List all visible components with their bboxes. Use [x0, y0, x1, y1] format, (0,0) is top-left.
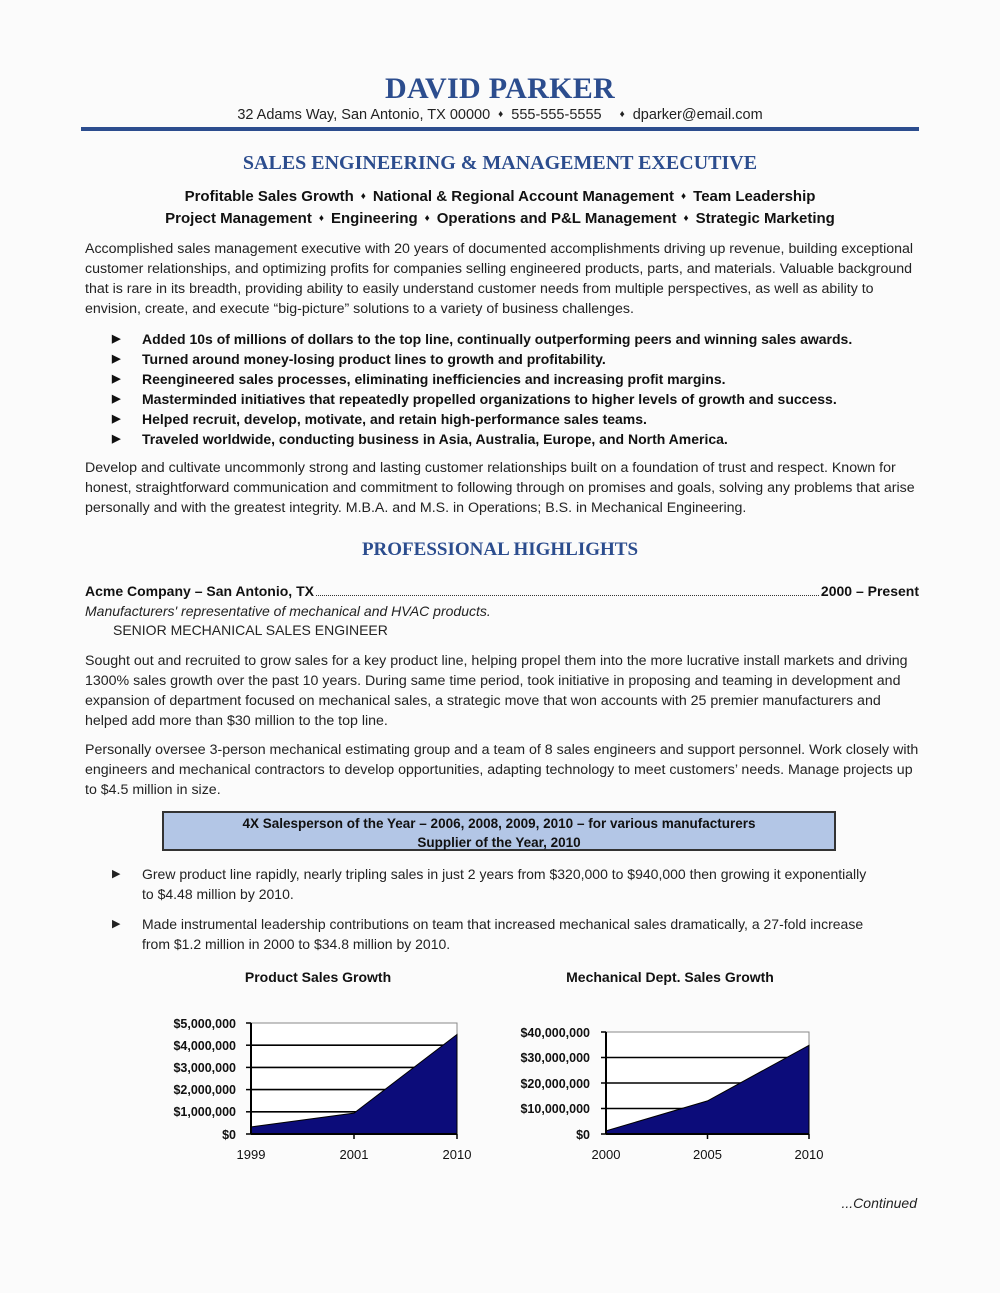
diamond-separator-icon: ♦: [498, 109, 504, 120]
triangle-bullet-icon: ▶: [112, 333, 121, 345]
triangle-bullet-icon: ▶: [112, 868, 121, 880]
dotted-leader: [316, 595, 819, 596]
company-name: Acme Company – San Antonio, TX: [85, 583, 314, 599]
keyword: National & Regional Account Management: [372, 188, 675, 205]
award-line-1: 4X Salesperson of the Year – 2006, 2008, 2009, 2010 – for various manufacturers: [242, 816, 756, 831]
award-line-2: Supplier of the Year, 2010: [417, 835, 581, 850]
product-sales-chart: [150, 1010, 490, 1170]
y-tick: $1,000,000: [173, 1105, 236, 1119]
mechanical-sales-chart: [500, 1010, 840, 1170]
keywords-row-1: [0, 188, 1000, 205]
keyword: Project Management: [165, 210, 312, 227]
triangle-bullet-icon: ▶: [112, 413, 121, 425]
summary-intro: Accomplished sales management executive with 20 years of documented accomplishments driving up revenue, building exceptional customer relationships, and optimizing profits for companies selling engineered products, parts, and materials. Valuable background that is rare in its breadth, providing ability to easily understand customer needs from multiple perspectives, as well as ability to envision, create, and execute “big-picture” solutions to a variety of business challenges.: [85, 241, 914, 317]
y-tick: $20,000,000: [520, 1077, 590, 1091]
chart-title-mechanical-sales: Mechanical Dept. Sales Growth: [566, 969, 774, 985]
header-divider: [81, 127, 919, 131]
email-link[interactable]: dparker@email.com: [632, 107, 763, 123]
chart-title-product-sales: Product Sales Growth: [244, 969, 392, 985]
list-item: ▶ Grew product line rapidly, nearly tripling sales in just 2 years from $320,000 to $940,000 then growing it exponentially to $4.48 million by 2010.: [112, 866, 867, 902]
summary-bullets: [112, 329, 912, 449]
list-item: ▶ Traveled worldwide, conducting business in Asia, Australia, Europe, and North America.: [112, 431, 728, 447]
job-header: [85, 583, 919, 599]
y-tick: $10,000,000: [520, 1102, 590, 1116]
summary-closing: Develop and cultivate uncommonly strong and lasting customer relationships built on a foundation of trust and respect. Known for honest, straightforward communication and commitment to following through on promises and goals, solving any problems that arise personally and with the greatest integrity. M.B.A. and M.S. in Operations; B.S. in Mechanical Engineering.: [85, 460, 915, 516]
achievement-bullets: [112, 864, 872, 964]
continued-note: ...Continued: [841, 1195, 917, 1211]
professional-title: SALES ENGINEERING & MANAGEMENT EXECUTIVE: [242, 152, 758, 174]
contact-line: [0, 107, 1000, 123]
triangle-bullet-icon: ▶: [112, 373, 121, 385]
list-item: ▶ Masterminded initiatives that repeatedly propelled organizations to higher levels of growth and success.: [112, 391, 837, 407]
section-heading-highlights: PROFESSIONAL HIGHLIGHTS: [361, 539, 639, 560]
y-tick: $0: [576, 1128, 590, 1142]
list-item: ▶ Added 10s of millions of dollars to the top line, continually outperforming peers and winning sales awards.: [112, 331, 853, 347]
keyword: Team Leadership: [693, 188, 816, 205]
job-paragraph-1: Sought out and recruited to grow sales for a key product line, helping propel them into the more lucrative install markets and driving 1300% sales growth over the past 10 years. During same time period, took initiative in proposing and teaming in development and expansion of department focused on mechanical sales, a strategic move that won accounts with 25 premier manufacturers and helped add more than $30 million to the top line.: [85, 653, 908, 729]
y-tick: $4,000,000: [173, 1039, 236, 1053]
triangle-bullet-icon: ▶: [112, 353, 121, 365]
keyword: Profitable Sales Growth: [184, 188, 354, 205]
address: 32 Adams Way, San Antonio, TX 00000: [237, 107, 491, 123]
diamond-separator-icon: ♦: [619, 109, 625, 120]
keyword: Strategic Marketing: [695, 210, 835, 227]
diamond-separator-icon: ♦: [683, 213, 689, 224]
list-item: ▶ Reengineered sales processes, eliminating inefficiencies and increasing profit margins.: [112, 371, 726, 387]
award-box: [162, 811, 836, 851]
x-tick: 2000: [591, 1147, 621, 1162]
company-description: Manufacturers' representative of mechanical and HVAC products.: [85, 603, 491, 619]
list-item: ▶ Made instrumental leadership contributions on team that increased mechanical sales dramatically, a 27-fold increase from $1.2 million in 2000 to $34.8 million by 2010.: [112, 916, 864, 952]
diamond-separator-icon: ♦: [424, 213, 430, 224]
job-dates: 2000 – Present: [820, 583, 919, 599]
y-tick: $0: [222, 1128, 236, 1142]
job-paragraph-2: Personally oversee 3-person mechanical estimating group and a team of 8 sales engineers and support personnel. Work closely with engineers and mechanical contractors to develop opportunities, adapting technology to meet customers’ needs. Manage projects up to $4.5 million in size.: [85, 742, 919, 798]
keyword: Engineering: [330, 210, 418, 227]
triangle-bullet-icon: ▶: [112, 918, 121, 930]
x-tick: 2005: [693, 1147, 722, 1162]
job-role: SENIOR MECHANICAL SALES ENGINEER: [113, 622, 388, 638]
x-tick: 2010: [794, 1147, 824, 1162]
x-tick: 2001: [339, 1147, 369, 1162]
list-item: ▶ Helped recruit, develop, motivate, and retain high-performance sales teams.: [112, 411, 647, 427]
keyword: Operations and P&L Management: [436, 210, 677, 227]
y-tick: $30,000,000: [520, 1051, 590, 1065]
diamond-separator-icon: ♦: [360, 191, 366, 202]
keywords-row-2: [0, 210, 1000, 227]
y-tick: $3,000,000: [173, 1061, 236, 1075]
triangle-bullet-icon: ▶: [112, 393, 121, 405]
y-tick: $2,000,000: [173, 1083, 236, 1097]
phone: 555-555-5555: [511, 107, 602, 123]
list-item: ▶ Turned around money-losing product lines to growth and profitability.: [112, 351, 606, 367]
diamond-separator-icon: ♦: [318, 213, 324, 224]
diamond-separator-icon: ♦: [681, 191, 687, 202]
x-tick: 2010: [442, 1147, 472, 1162]
candidate-name: DAVID PARKER: [384, 72, 615, 105]
x-tick: 1999: [236, 1147, 266, 1162]
y-tick: $40,000,000: [520, 1026, 590, 1040]
y-tick: $5,000,000: [173, 1017, 236, 1031]
triangle-bullet-icon: ▶: [112, 433, 121, 445]
